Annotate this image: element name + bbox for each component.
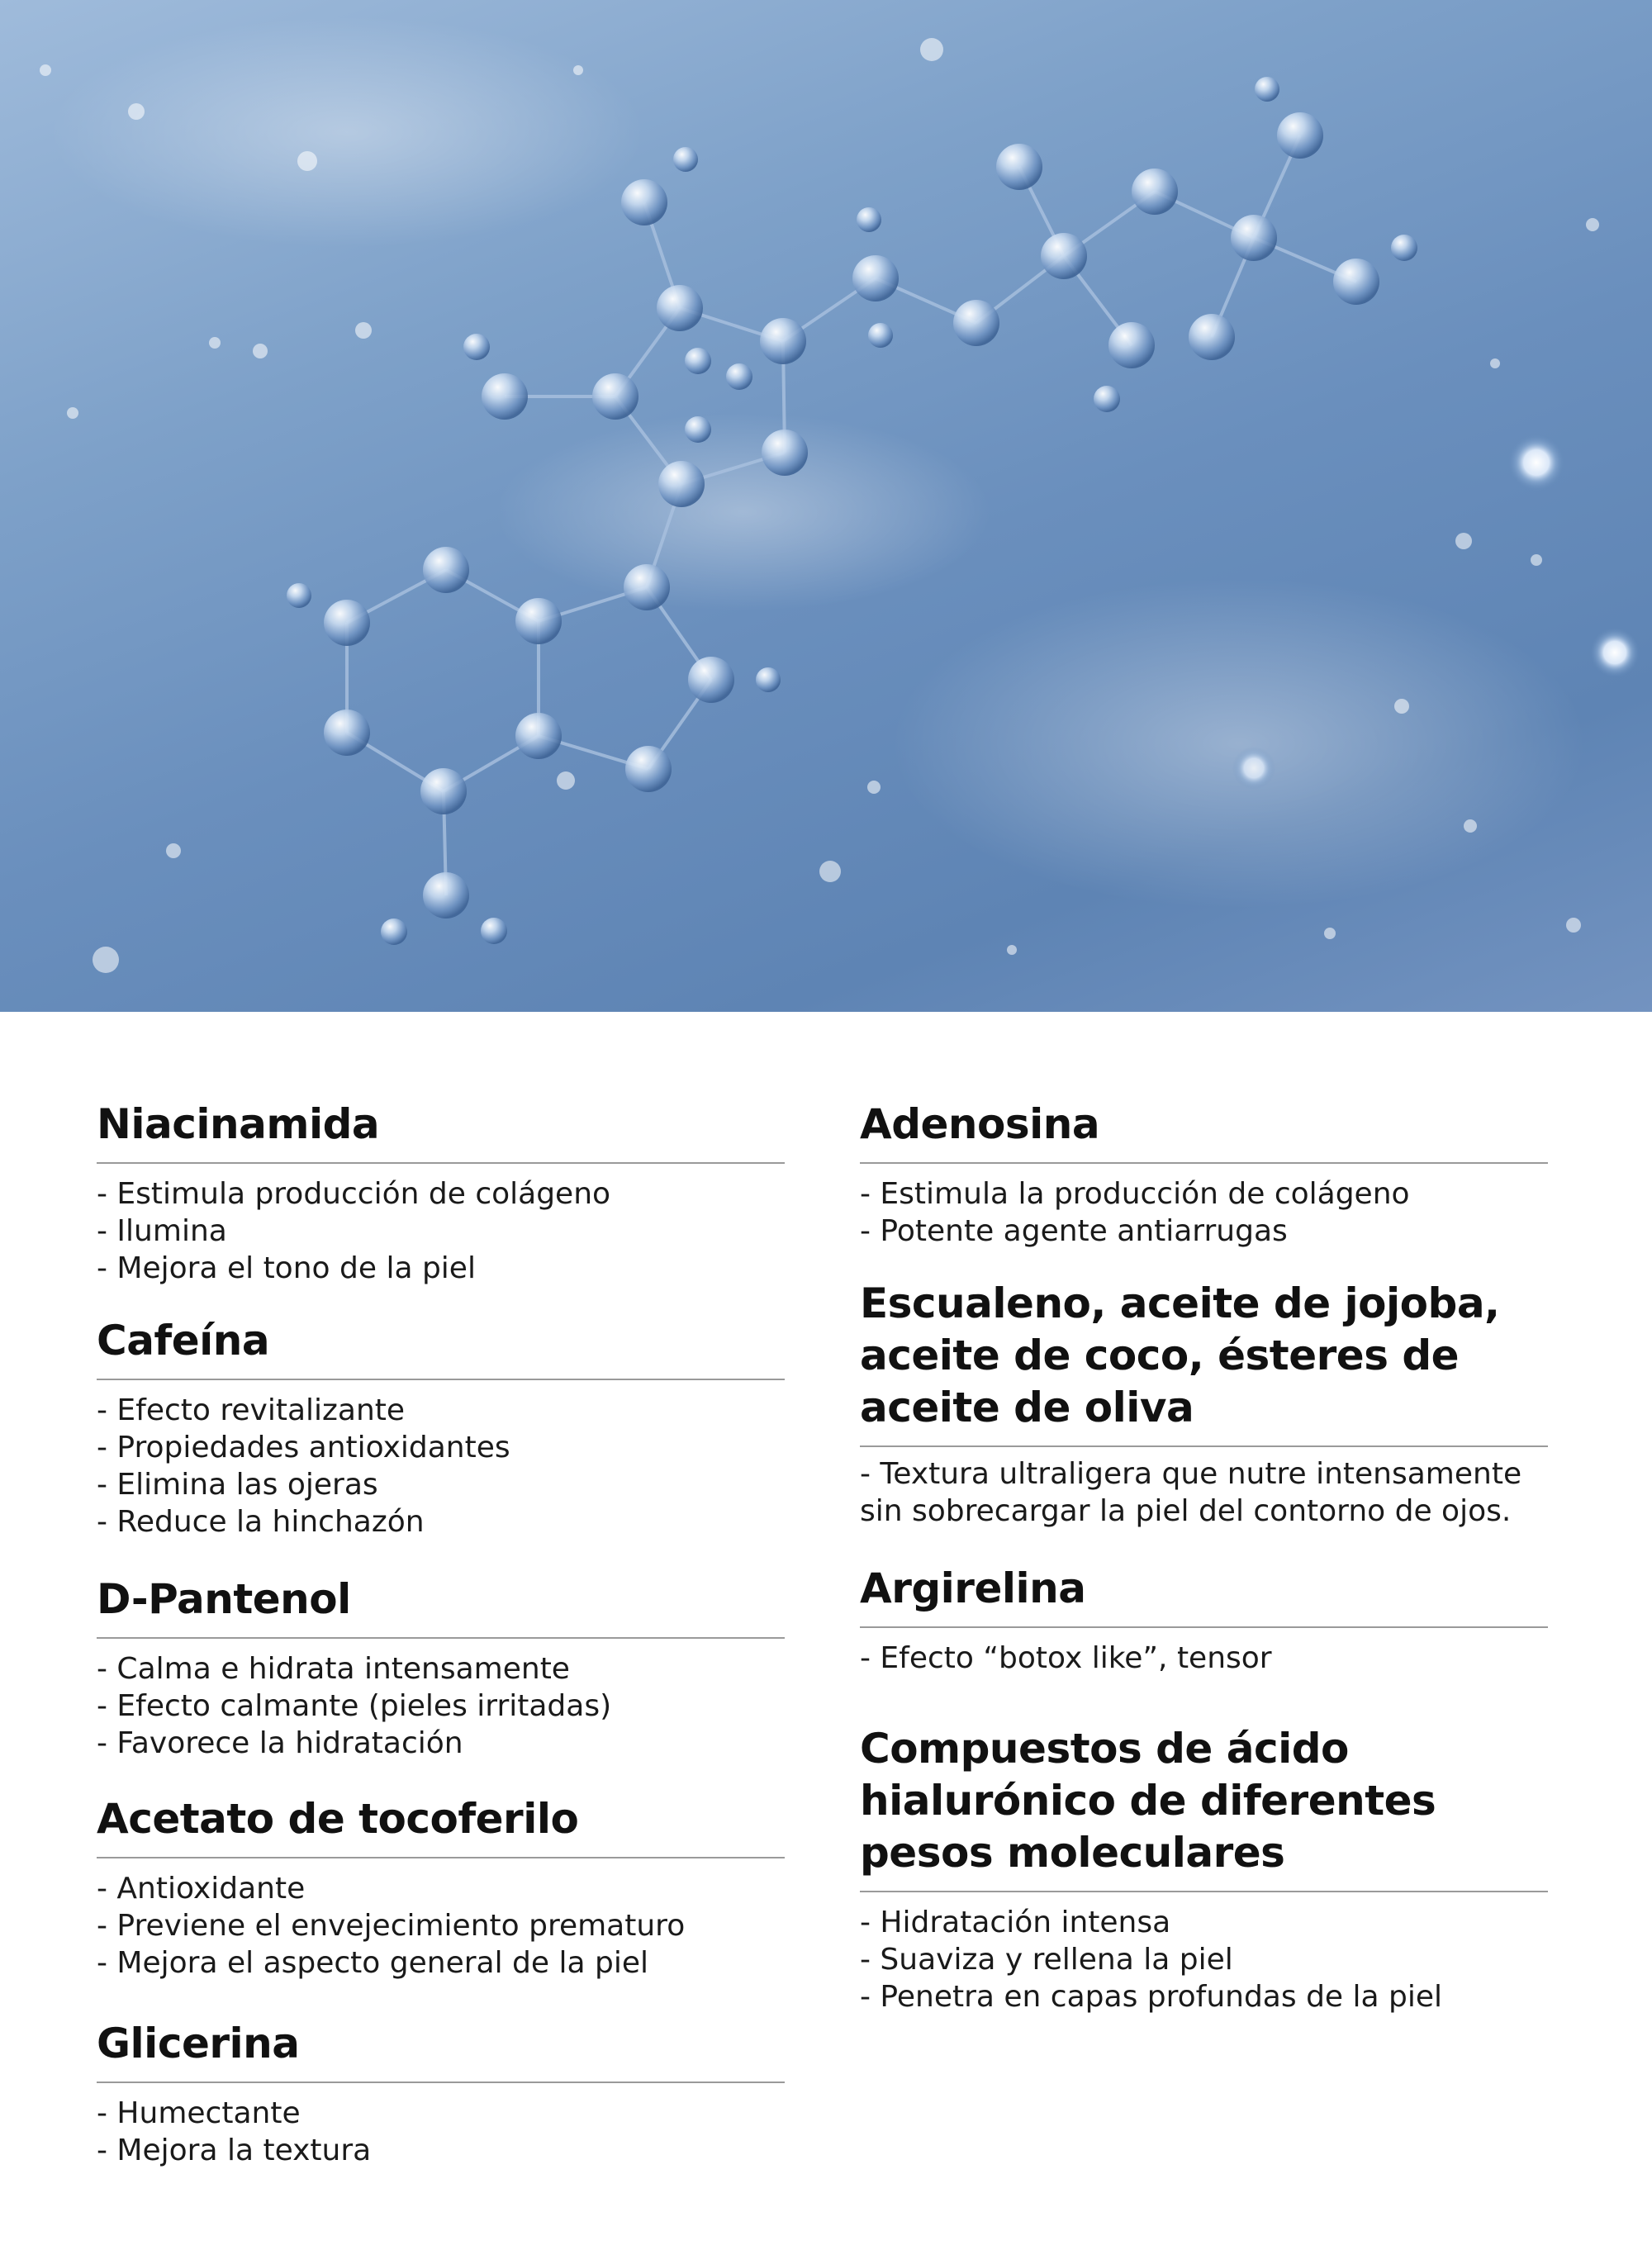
ingredient-title: Argirelina — [860, 1563, 1548, 1628]
benefit-item: - Efecto “botox like”, tensor — [860, 1641, 1272, 1675]
benefit-item: - Mejora el aspecto general de la piel — [97, 1946, 648, 1980]
benefit-item: - Humectante — [97, 2096, 301, 2130]
benefit-item: - Efecto revitalizante — [97, 1393, 406, 1427]
ingredient-title: Cafeína — [97, 1315, 785, 1380]
benefit-item: - Penetra en capas profundas de la piel — [860, 1980, 1443, 2014]
ingredient-adenosina — [860, 1099, 1548, 1250]
ingredient-title: Glicerina — [97, 2018, 785, 2083]
ingredient-title: Acetato de tocoferilo — [97, 1793, 785, 1858]
benefit-list — [97, 1380, 785, 1540]
ingredient-d-pantenol — [97, 1574, 785, 1762]
benefit-item: - Propiedades antioxidantes — [97, 1431, 510, 1464]
benefit-list — [97, 1858, 785, 1982]
benefit-item: - Estimula producción de colágeno — [97, 1177, 611, 1211]
right-column — [860, 1099, 1548, 2015]
ingredient-acido-hialuronico — [860, 1723, 1548, 2015]
ingredient-acetato-de-tocoferilo — [97, 1793, 785, 1982]
benefit-item: - Previene el envejecimiento prematuro — [97, 1909, 686, 1943]
ingredient-escualeno-aceites — [860, 1278, 1548, 1530]
benefit-list — [97, 2083, 785, 2169]
benefit-item: - Potente agente antiarrugas — [860, 1214, 1288, 1248]
benefit-item: - Suaviza y rellena la piel — [860, 1943, 1233, 1977]
ingredient-glicerina — [97, 2018, 785, 2169]
ingredient-cafeina — [97, 1315, 785, 1540]
benefit-item: - Ilumina — [97, 1214, 227, 1248]
benefit-list — [860, 1628, 1548, 1677]
ingredient-title: Compuestos de ácido hialurónico de diferentes pesos moleculares — [860, 1723, 1548, 1892]
ingredient-niacinamida — [97, 1099, 785, 1287]
benefit-list — [97, 1639, 785, 1762]
benefit-item: - Efecto calmante (pieles irritadas) — [97, 1689, 612, 1723]
benefit-item: - Antioxidante — [97, 1872, 306, 1906]
ingredient-title: Adenosina — [860, 1099, 1548, 1164]
ingredient-title: Escualeno, aceite de jojoba, aceite de coco, ésteres de aceite de oliva — [860, 1278, 1548, 1447]
left-column — [97, 1099, 785, 2169]
hero-molecule-image — [0, 0, 1652, 1012]
benefit-item: - Mejora el tono de la piel — [97, 1251, 476, 1285]
benefit-item: - Hidratación intensa — [860, 1906, 1171, 1939]
ingredient-title: Niacinamida — [97, 1099, 785, 1164]
benefit-list — [860, 1164, 1548, 1250]
benefit-list — [860, 1892, 1548, 2015]
benefit-list — [97, 1164, 785, 1287]
benefit-item: - Favorece la hidratación — [97, 1726, 463, 1760]
ingredient-argirelina — [860, 1563, 1548, 1677]
benefit-item: - Mejora la textura — [97, 2134, 372, 2167]
ingredient-title: D-Pantenol — [97, 1574, 785, 1639]
benefit-text: - Textura ultraligera que nutre intensamente sin sobrecargar la piel del contorno de ojos. — [860, 1457, 1522, 1528]
benefit-item: - Elimina las ojeras — [97, 1468, 378, 1502]
benefit-item: - Estimula la producción de colágeno — [860, 1177, 1410, 1211]
benefit-item: - Reduce la hinchazón — [97, 1505, 425, 1539]
molecule-illustration — [0, 0, 1652, 1012]
benefit-item: - Calma e hidrata intensamente — [97, 1652, 570, 1686]
